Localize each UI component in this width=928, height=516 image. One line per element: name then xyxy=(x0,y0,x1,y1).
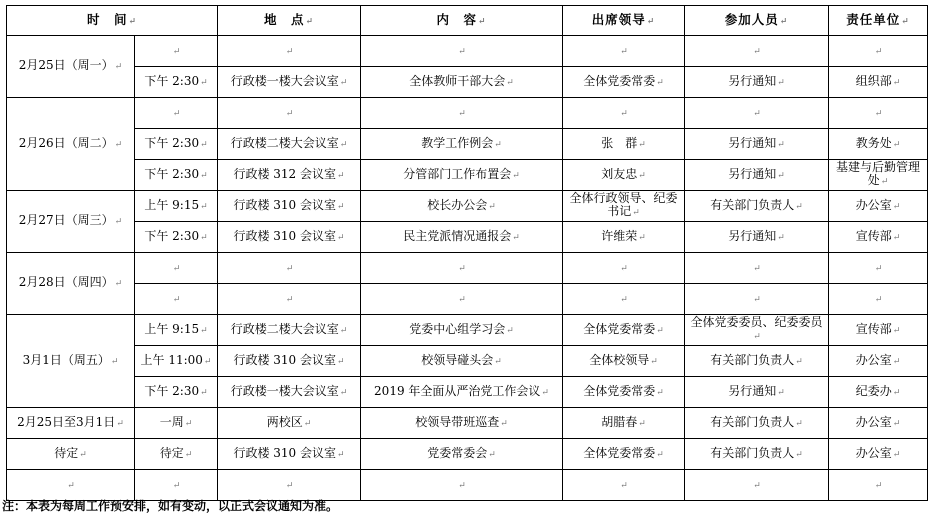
date-cell: 2月25日（周一）↵ xyxy=(7,36,135,98)
content-cell: 校领导碰头会↵ xyxy=(361,346,563,377)
leader-cell: 全体党委常委↵ xyxy=(563,377,685,408)
time-cell: ↵ xyxy=(135,253,218,284)
unit-cell: 宣传部↵ xyxy=(829,222,928,253)
unit-cell: ↵ xyxy=(829,98,928,129)
table-row xyxy=(7,36,928,67)
content-cell: 2019 年全面从严治党工作会议↵ xyxy=(361,377,563,408)
place-cell: 行政楼一楼大会议室↵ xyxy=(218,67,361,98)
leader-cell: 全体党委常委↵ xyxy=(563,315,685,346)
table-row xyxy=(7,191,928,222)
leader-cell: 胡腊春↵ xyxy=(563,408,685,439)
leader-cell: 全体行政领导、纪委书记↵ xyxy=(563,191,685,222)
table-row xyxy=(7,439,928,470)
header-leader: 出席领导↵ xyxy=(563,6,685,36)
content-cell: ↵ xyxy=(361,98,563,129)
table-row xyxy=(7,222,928,253)
table-row xyxy=(7,408,928,439)
time-cell: 上午 9:15↵ xyxy=(135,315,218,346)
attendees-cell: ↵ xyxy=(685,253,829,284)
table-row xyxy=(7,160,928,191)
header-unit: 责任单位↵ xyxy=(829,6,928,36)
place-cell: ↵ xyxy=(218,253,361,284)
date-cell: 3月1日（周五）↵ xyxy=(7,315,135,408)
unit-cell: 教务处↵ xyxy=(829,129,928,160)
attendees-cell: 另行通知↵ xyxy=(685,160,829,191)
unit-cell: ↵ xyxy=(829,36,928,67)
place-cell: ↵ xyxy=(218,98,361,129)
place-cell: ↵ xyxy=(218,284,361,315)
table-row xyxy=(7,253,928,284)
unit-cell: 办公室↵ xyxy=(829,408,928,439)
attendees-cell: ↵ xyxy=(685,36,829,67)
attendees-cell: ↵ xyxy=(685,98,829,129)
time-cell: 待定↵ xyxy=(135,439,218,470)
header-attendees: 参加人员↵ xyxy=(685,6,829,36)
time-cell: 下午 2:30↵ xyxy=(135,160,218,191)
attendees-cell: 全体党委委员、纪委委员↵ xyxy=(685,315,829,346)
leader-cell: 许维荣↵ xyxy=(563,222,685,253)
date-cell: 2月25日至3月1日↵ xyxy=(7,408,135,439)
place-cell: 行政楼 310 会议室↵ xyxy=(218,346,361,377)
content-cell: 党委中心组学习会↵ xyxy=(361,315,563,346)
leader-cell: ↵ xyxy=(563,36,685,67)
time-cell: 上午 9:15↵ xyxy=(135,191,218,222)
content-cell: 校长办公会↵ xyxy=(361,191,563,222)
time-cell: 下午 2:30↵ xyxy=(135,129,218,160)
time-cell: 一周↵ xyxy=(135,408,218,439)
leader-cell: 全体党委常委↵ xyxy=(563,67,685,98)
unit-cell: ↵ xyxy=(829,253,928,284)
place-cell: 行政楼一楼大会议室↵ xyxy=(218,377,361,408)
unit-cell: ↵ xyxy=(829,284,928,315)
unit-cell: ↵ xyxy=(829,470,928,501)
table-row xyxy=(7,284,928,315)
unit-cell: 办公室↵ xyxy=(829,346,928,377)
header-time: 时 间↵ xyxy=(7,6,218,36)
time-cell: 下午 2:30↵ xyxy=(135,377,218,408)
content-cell: 校领导带班巡查↵ xyxy=(361,408,563,439)
footnote: 注：本表为每周工作预安排，如有变动，以正式会议通知为准。 xyxy=(2,499,339,513)
unit-cell: 办公室↵ xyxy=(829,439,928,470)
attendees-cell: 有关部门负责人↵ xyxy=(685,191,829,222)
time-cell: ↵ xyxy=(135,470,218,501)
attendees-cell: 另行通知↵ xyxy=(685,67,829,98)
time-cell: 上午 11:00↵ xyxy=(135,346,218,377)
table-body xyxy=(7,36,928,501)
content-cell: 教学工作例会↵ xyxy=(361,129,563,160)
time-cell: 下午 2:30↵ xyxy=(135,222,218,253)
attendees-cell: 有关部门负责人↵ xyxy=(685,346,829,377)
place-cell: 行政楼 310 会议室↵ xyxy=(218,439,361,470)
place-cell: 行政楼 310 会议室↵ xyxy=(218,222,361,253)
unit-cell: 办公室↵ xyxy=(829,191,928,222)
attendees-cell: ↵ xyxy=(685,284,829,315)
leader-cell: ↵ xyxy=(563,253,685,284)
leader-cell: 全体党委常委↵ xyxy=(563,439,685,470)
table-row xyxy=(7,346,928,377)
table-row xyxy=(7,129,928,160)
date-cell: 2月27日（周三）↵ xyxy=(7,191,135,253)
attendees-cell: 另行通知↵ xyxy=(685,129,829,160)
attendees-cell: 有关部门负责人↵ xyxy=(685,439,829,470)
date-cell: 待定↵ xyxy=(7,439,135,470)
content-cell: ↵ xyxy=(361,470,563,501)
table-row xyxy=(7,315,928,346)
leader-cell: 张 群↵ xyxy=(563,129,685,160)
table-header-row xyxy=(7,6,928,36)
time-cell: ↵ xyxy=(135,284,218,315)
place-cell: ↵ xyxy=(218,470,361,501)
unit-cell: 组织部↵ xyxy=(829,67,928,98)
attendees-cell: ↵ xyxy=(685,470,829,501)
place-cell: 两校区↵ xyxy=(218,408,361,439)
table-row xyxy=(7,98,928,129)
content-cell: ↵ xyxy=(361,36,563,67)
leader-cell: ↵ xyxy=(563,470,685,501)
header-place: 地 点↵ xyxy=(218,6,361,36)
leader-cell: 全体校领导↵ xyxy=(563,346,685,377)
table-row xyxy=(7,470,928,501)
content-cell: ↵ xyxy=(361,253,563,284)
attendees-cell: 有关部门负责人↵ xyxy=(685,408,829,439)
attendees-cell: 另行通知↵ xyxy=(685,377,829,408)
table-row xyxy=(7,377,928,408)
content-cell: ↵ xyxy=(361,284,563,315)
place-cell: 行政楼 310 会议室↵ xyxy=(218,191,361,222)
unit-cell: 纪委办↵ xyxy=(829,377,928,408)
content-cell: 分管部门工作布置会↵ xyxy=(361,160,563,191)
table-row xyxy=(7,67,928,98)
place-cell: 行政楼二楼大会议室↵ xyxy=(218,315,361,346)
leader-cell: ↵ xyxy=(563,284,685,315)
time-cell: ↵ xyxy=(135,36,218,67)
time-cell: 下午 2:30↵ xyxy=(135,67,218,98)
place-cell: 行政楼二楼大会议室↵ xyxy=(218,129,361,160)
content-cell: 民主党派情况通报会↵ xyxy=(361,222,563,253)
header-content: 内 容↵ xyxy=(361,6,563,36)
content-cell: 党委常委会↵ xyxy=(361,439,563,470)
attendees-cell: 另行通知↵ xyxy=(685,222,829,253)
time-cell: ↵ xyxy=(135,98,218,129)
leader-cell: 刘友忠↵ xyxy=(563,160,685,191)
unit-cell: 宣传部↵ xyxy=(829,315,928,346)
date-cell: ↵ xyxy=(7,470,135,501)
date-cell: 2月26日（周二）↵ xyxy=(7,98,135,191)
place-cell: ↵ xyxy=(218,36,361,67)
date-cell: 2月28日（周四）↵ xyxy=(7,253,135,315)
place-cell: 行政楼 312 会议室↵ xyxy=(218,160,361,191)
leader-cell: ↵ xyxy=(563,98,685,129)
unit-cell: 基建与后勤管理处↵ xyxy=(829,160,928,191)
content-cell: 全体教师干部大会↵ xyxy=(361,67,563,98)
weekly-schedule-table xyxy=(6,5,928,501)
